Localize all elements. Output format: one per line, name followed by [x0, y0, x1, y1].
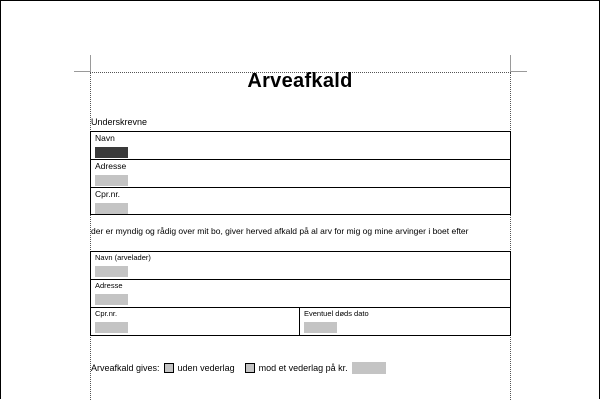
document-title: Arveafkald: [247, 70, 353, 92]
cpr-cell: [91, 188, 511, 215]
no-compensation-checkbox[interactable]: [164, 363, 174, 373]
deceased-address-input[interactable]: [95, 294, 128, 305]
statement-text: der er myndig og rådig over mit bo, giver herved afkald på al arv for mig og mine arvinger i boet efter: [91, 226, 469, 236]
no-compensation-label: uden vederlag: [177, 363, 235, 373]
deceased-name-input[interactable]: [95, 266, 128, 277]
cpr-input[interactable]: [95, 203, 128, 214]
deceased-name-label: Navn (arvelader): [95, 253, 151, 262]
death-date-label: Eventuel døds dato: [304, 309, 369, 318]
name-input[interactable]: [95, 147, 128, 158]
deceased-name-cell: [91, 252, 511, 280]
intro-label: Underskrevne: [91, 117, 148, 127]
deceased-cpr-input[interactable]: [95, 322, 128, 333]
with-compensation-label: mod et vederlag på kr.: [258, 363, 348, 373]
waiver-prefix: Arveafkald gives:: [91, 363, 160, 373]
deceased-address-label: Adresse: [95, 281, 123, 290]
name-label: Navn: [95, 133, 115, 143]
margin-guide-right: [510, 72, 511, 400]
address-label: Adresse: [95, 161, 127, 171]
signer-table: [90, 131, 511, 215]
death-date-cell: [300, 308, 511, 336]
address-input[interactable]: [95, 175, 128, 186]
waiver-line: [91, 362, 386, 374]
address-cell: [91, 160, 511, 188]
deceased-cpr-cell: [91, 308, 300, 336]
deceased-address-cell: [91, 280, 511, 308]
deceased-cpr-label: Cpr.nr.: [95, 309, 118, 318]
with-compensation-checkbox[interactable]: [245, 363, 255, 373]
crop-mark: [510, 55, 511, 72]
amount-input[interactable]: [352, 362, 386, 374]
deceased-table: [90, 251, 511, 336]
death-date-input[interactable]: [304, 322, 337, 333]
cpr-label: Cpr.nr.: [95, 189, 121, 199]
crop-mark: [74, 71, 91, 72]
name-cell: [91, 132, 511, 160]
crop-mark: [510, 71, 527, 72]
